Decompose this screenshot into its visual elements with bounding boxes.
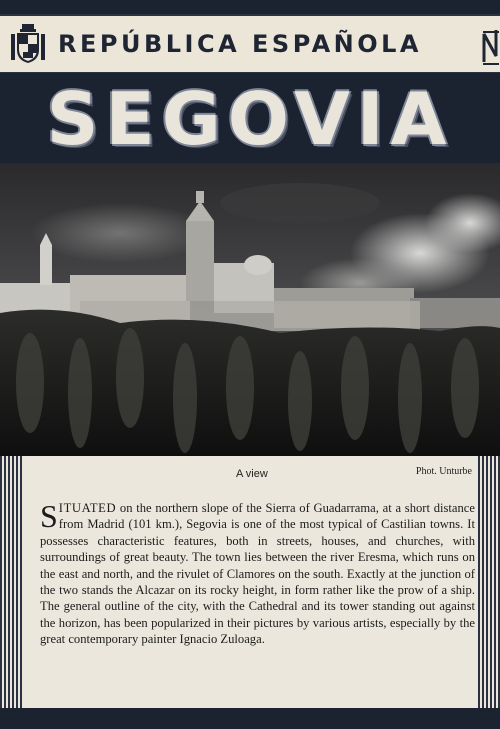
photo-illustration	[0, 163, 500, 456]
cloud	[30, 203, 210, 263]
coat-of-arms-icon	[8, 23, 48, 65]
article-text: on the northern slope of the Sierra of Guadarrama, at a short distance from Madrid (101 km.), Segovia is one of the most typical of Castilian towns. It possesses characteristic features, both in streets, houses, and churches, with surroundings of great beauty. The town lies between the river Eresma, which runs on the east and north, and the rivulet of Clamores on the south. Exactly at the junction of the two stands the Alcazar on its rocky height, in form rather like the prow of a ship. The general outline of the city, with the Cathedral and its tower standing out against the horizon, has been popularized in their pictures by various artists, especially by the great contemporary painter Ignacio Zuloaga.	[40, 501, 475, 647]
left-stripe-border	[0, 456, 22, 708]
bottom-border-band	[0, 708, 500, 729]
text-panel	[0, 456, 500, 708]
city-title: SEGOVIA	[46, 77, 454, 161]
header-strip	[0, 14, 500, 75]
photo-caption: A view	[236, 468, 268, 480]
right-stripe-border	[478, 456, 500, 708]
article-body	[40, 500, 475, 700]
cloud	[220, 183, 380, 223]
lead-in: ITUATED	[58, 501, 117, 515]
segovia-photo	[0, 163, 500, 456]
header-title: REPÚBLICA ESPAÑOLA	[58, 30, 423, 58]
title-band	[0, 73, 500, 163]
tourism-monogram-icon	[482, 26, 500, 66]
drop-cap: S	[40, 498, 58, 534]
photo-credit: Phot. Unturbe	[415, 466, 472, 477]
top-border-band	[0, 0, 500, 14]
